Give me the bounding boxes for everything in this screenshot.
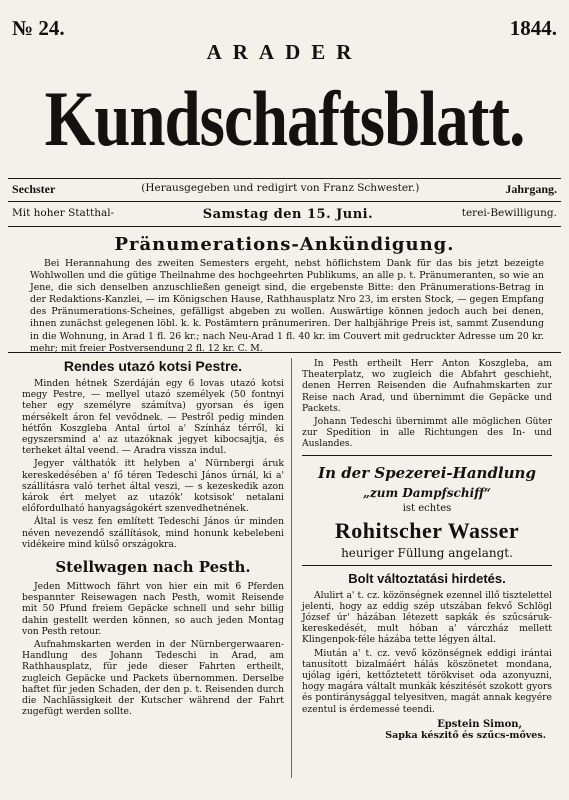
column-divider — [291, 358, 292, 778]
praenumeration-paragraph: Bei Herannahung des zweiten Semesters ergeht, nebst höflichstem Dank für das bis jetzt bezeigte Wohlwollen und die gütige Theilnahme des hochgeehrten Publikums, an alle p. t. Pränumeranten, so wie an Jene, die sich denselben anzuschließen geneigt sind, die ergebenste Bitte: den Pränumerations-Betrag in der Redaktions-Kanzlei, — im Königschen Hause, Rathhausplatz Nro 23, im ersten Stock, — gegen Empfang des Pränumerations-Scheines, gefälligst abgeben zu wollen. Auswärtige können jedoch auch bei denen, ihnen zunächst gelegenen löbl. k. k. Postämtern pränumeriren. Der halbjährige Preis ist, sammt Zusendung in die Wohnung, in Arad 1 fl. 26 kr.; nach Neu-Arad 1 fl. 40 kr. im Couvert mit gedruckter Adresse um 20 kr. mehr; mit freier Postversendung 2 fl. 12 kr. C. M. — [30, 258, 544, 354]
ad-rule — [302, 455, 552, 456]
issue-date: Samstag den 15. Juni. — [202, 207, 374, 222]
pesth-notice — [302, 358, 552, 450]
praenumeration-heading: Pränumerations-Ankündigung. — [114, 234, 455, 255]
volume-line — [12, 182, 557, 197]
bolt-heading: Bolt változtatási hirdetés. — [348, 570, 506, 586]
stellwagen-text — [22, 581, 284, 717]
ad-rule — [302, 565, 552, 566]
newspaper-page — [8, 6, 561, 796]
rendes-text — [22, 378, 284, 550]
left-column — [22, 358, 284, 719]
masthead-rule — [8, 178, 561, 179]
praenumeration-text — [30, 258, 544, 355]
paragraph: Jeden Mittwoch fährt von hier ein mit 6 Pferden bespannter Reisewagen nach Pesth, womit Reisende mit 50 Pfund freiem Gepäcke schnell und sehr billig dahin gestellt werden können, so auch jeden Montag von Pesth retour. — [22, 581, 284, 637]
shop-line-5: heuriger Füllung angelangt. — [341, 545, 513, 560]
paragraph: Által is vesz fen említett Tedeschi János úr minden néven nevezendő szállítások, mind honunk kebelebeni vidékeire mind külső országokra. — [22, 516, 284, 550]
stellwagen-heading: Stellwagen nach Pesth. — [55, 558, 251, 577]
right-column — [302, 358, 552, 741]
issue-number: № 24. — [12, 16, 65, 40]
paragraph: Alulirt a' t. cz. közönségnek ezennel illő tisztelettel jelenti, hogy az eddig szép utszában fekvő Schlögl József úr' házában létezett sapkák és szűcsáruk-kereskedését, mult hóban a' várczház mellett Klingenpok-féle házába tette légyen által. — [302, 589, 552, 646]
signature-name: Epstein Simon, — [437, 718, 522, 730]
permit-right: terei-Bewilligung. — [461, 207, 557, 219]
volume-word: Jahrgang. — [505, 182, 557, 196]
date-line — [12, 207, 557, 222]
info-rule — [8, 201, 561, 202]
paragraph: Minden hétnek Szerdáján egy 6 lovas utazó kotsi megy Pestre, — mellyel utazó személyek (50 fontnyi teher egy személyre számítva) gyorsan és igen mérsékelt áron fel vevődnek. — Pestről pedig minden hétfőn Koszgleba Antal úrtol a' Színház térről, ki egyszersmind a' az utazóknak jegyet kibocsajtja, és terheket által veend. — Aradra vissza indul. — [22, 378, 284, 457]
paragraph: Aufnahmskarten werden in der Nürnbergerwaaren-Handlung des Johann Tedeschi in Arad, am Rathhausplatz, für jede dieser Fahrten ertheilt, zugleich Gepäcke und Packets übernommen. Derselbe haftet für jeden Schaden, der den p. t. Reisenden durch die Nachlässigkeit der Kutscher während der Fahrt zugefügt werden sollte. — [22, 639, 284, 718]
date-rule — [8, 226, 561, 227]
shop-line-4: Rohitscher Wasser — [334, 517, 520, 543]
volume-number: Sechster — [12, 182, 56, 196]
paragraph: In Pesth ertheilt Herr Anton Koszgleba, am Theaterplatz, wo zugleich die Abfahrt geschieht, denen Herren Reisenden die Aufnahmskarten zur Reise nach Arad, und übernimmt die Gepäcke und Packets. — [302, 358, 552, 414]
shop-line-3: ist echtes — [402, 502, 452, 514]
paragraph: Miután a' t. cz. vevő közönségnek eddigi irántai tanusított bizalmáért hálás köszönetet mondana, ujólag igéri, kettőztetett törökviset oda azonyuzni, hogy magára váltalt munkák készitését szokott gyors és pontiránysággal telyesitven, magát annak kegyére ezentul is érdemessé teendi. — [302, 647, 552, 715]
shop-line-1: In der Spezerei-Handlung — [318, 463, 536, 482]
city-title: ARADER — [206, 40, 363, 64]
bolt-text — [302, 590, 552, 715]
editor-line: (Herausgegeben und redigirt von Franz Schwester.) — [141, 182, 420, 194]
section-rule — [8, 352, 561, 353]
signature-title: Sapka készitő és szűcs-mőves. — [385, 729, 546, 741]
masthead-title: Kundschaftsblatt. — [44, 76, 525, 164]
rendes-heading: Rendes utazó kotsi Pestre. — [63, 358, 243, 374]
paragraph: Jegyer válthatók itt helyben a' Nürnbergi áruk kereskedésében a' fő téren Tedeschi János úrnál, ki a' szállításra való terhet által veszi, — s kezeskedik azon károk ért melyet az utazók' kotsisok' netalani előfordulható hanyagságokért szenvedhetnének. — [22, 458, 284, 515]
permit-left: Mit hoher Statthal- — [12, 207, 115, 219]
shop-line-2: „zum Dampfschiff“ — [363, 485, 491, 500]
issue-year: 1844. — [509, 16, 557, 40]
paragraph: Johann Tedeschi übernimmt alle möglichen Güter zur Spedition in alle Richtungen des In- und Auslandes. — [302, 416, 552, 450]
